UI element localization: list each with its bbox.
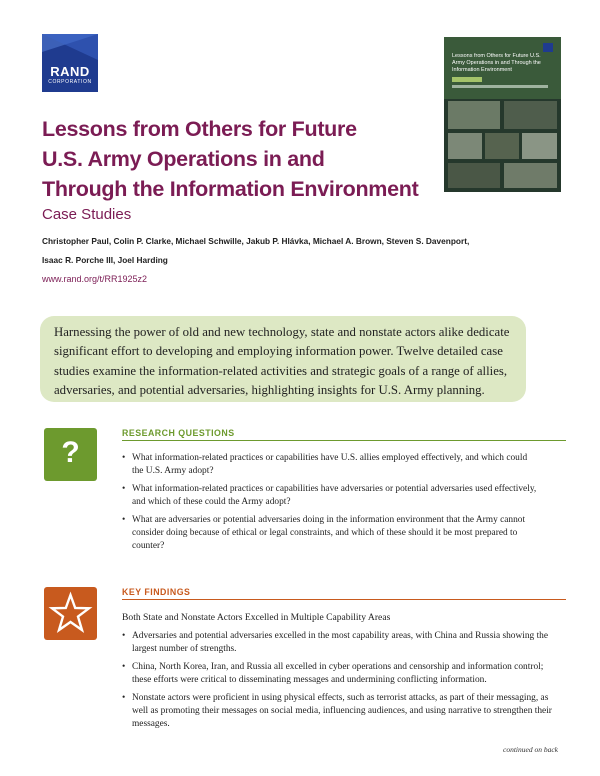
title-line-1: Lessons from Others for Future (42, 117, 357, 141)
key-findings-divider (122, 599, 566, 600)
question-mark-icon (44, 428, 97, 481)
authors-line-1: Christopher Paul, Colin P. Clarke, Michael Schwille, Jakub P. Hlávka, Michael A. Brown, Steven S. Davenport, (42, 236, 470, 246)
key-findings-subheading: Both State and Nonstate Actors Excelled in Multiple Capability Areas (122, 612, 391, 623)
logo-name: RAND (50, 64, 90, 79)
list-item: • What information-related practices or capabilities have U.S. allies employed effectively, and which could the U.S. Army adopt? (122, 453, 528, 476)
key-finding-text: Nonstate actors were proficient in using physical effects, such as terrorist attacks, as part of their messaging, as well as promoting their messages on social media, influencing audiences, and using narrative to strengthen their messages. (132, 693, 552, 729)
cover-title: Lessons from Others for Future U.S. Army Operations in and Through the Information Environment (452, 53, 541, 73)
cover-rand-mark (543, 43, 553, 52)
research-questions-heading: RESEARCH QUESTIONS (122, 428, 235, 438)
list-item: • Adversaries and potential adversaries excelled in the most capability areas, with China and Russia showing the largest number of strengths. (122, 631, 549, 654)
key-findings-heading: KEY FINDINGS (122, 587, 191, 597)
research-questions-divider (122, 440, 566, 441)
research-question-text: What are adversaries or potential adversaries doing in the information environment that the Army cannot consider doing because of ethical or legal constraints, and which of these should it be most prepared to counter? (132, 515, 526, 551)
star-icon (44, 587, 97, 640)
question-glyph: ? (61, 436, 80, 469)
report-link[interactable]: www.rand.org/t/RR1925z2 (42, 274, 148, 284)
document-subtitle: Case Studies (42, 206, 132, 223)
list-item: • What information-related practices or capabilities have adversaries or potential adversaries used effectively, and which of these could the Army adopt? (122, 484, 537, 507)
research-question-text: What information-related practices or capabilities have U.S. allies employed effectively, and which could the U.S. Army adopt? (132, 453, 528, 476)
key-finding-text: China, North Korea, Iran, and Russia all excelled in cyber operations and censorship and information control; these efforts were critical to disseminating messages and undermining conflicting information. (132, 662, 544, 685)
continued-on-back-note: continued on back (503, 745, 558, 754)
list-item: • Nonstate actors were proficient in using physical effects, such as terrorist attacks, as part of their messaging, as well as promoting their messages on social media, influencing audiences, and using narrative to strengthen their messages. (122, 693, 552, 729)
document-title (42, 114, 442, 204)
authors-line-2: Isaac R. Porche III, Joel Harding (42, 255, 168, 265)
title-line-3: Through the Information Environment (42, 177, 419, 201)
research-questions-list (122, 452, 538, 558)
list-item: • What are adversaries or potential adversaries doing in the information environment that the Army cannot consider doing because of ethical or legal constraints, and which of these should it be most prepared to counter? (122, 515, 526, 551)
research-question-text: What information-related practices or capabilities have adversaries or potential adversaries used effectively, and which of these could the Army adopt? (132, 484, 537, 507)
report-cover-thumbnail (444, 37, 561, 192)
logo-subtitle: CORPORATION (48, 79, 92, 85)
key-finding-text: Adversaries and potential adversaries excelled in the most capability areas, with China and Russia showing the largest number of strengths. (132, 631, 549, 654)
rand-logo (42, 34, 98, 92)
list-item: • China, North Korea, Iran, and Russia all excelled in cyber operations and censorship and information control; these efforts were critical to disseminating messages and undermining conflicting information. (122, 662, 544, 685)
title-line-2: U.S. Army Operations in and (42, 147, 325, 171)
key-findings-list (122, 630, 552, 736)
summary-box: Harnessing the power of old and new technology, state and nonstate actors alike dedicate significant effort to developing and employing information power. Twelve detailed case studies examine the information-related activities and strategic goals of a range of allies, adversaries, and potential adversaries, highlighting insights for U.S. Army planning. (40, 316, 526, 402)
